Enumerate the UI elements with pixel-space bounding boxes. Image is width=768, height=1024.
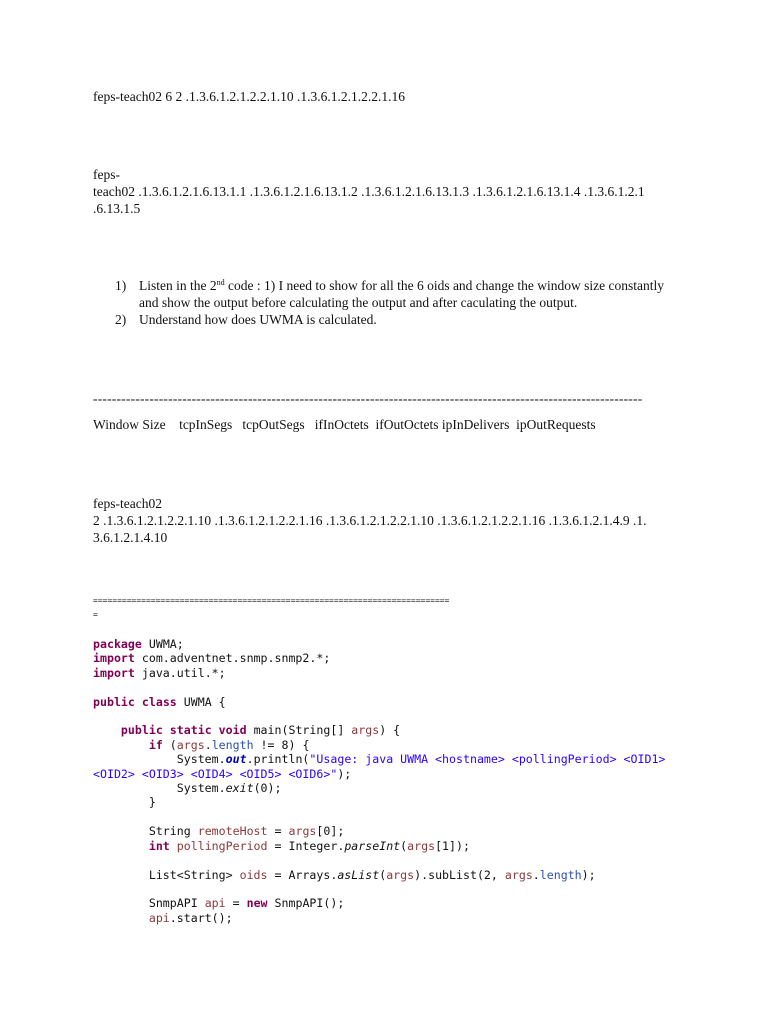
code-text: }	[148, 795, 156, 810]
code-text: (	[162, 737, 177, 752]
equals-separator-end: =	[93, 610, 98, 619]
static-method: exit	[225, 781, 254, 796]
keyword: class	[141, 694, 177, 709]
keyword: package	[93, 637, 142, 651]
code-text: List<String>	[148, 867, 240, 882]
code-text: java.util.*;	[134, 665, 226, 680]
keyword: static	[169, 723, 212, 738]
code-text: .start();	[169, 910, 233, 925]
code-text: (0);	[253, 781, 282, 796]
keyword: void	[218, 723, 247, 738]
list-item-number: 2)	[115, 312, 127, 327]
code-text: [1]);	[435, 838, 470, 853]
field: length	[539, 867, 582, 882]
static-field: out	[225, 752, 247, 767]
task-list	[115, 277, 685, 328]
variable: args	[288, 824, 317, 839]
string-literal: "Usage: java UWMA <hostname> <pollingPeriod> <OID1>	[309, 752, 666, 767]
code-text: (	[400, 838, 408, 853]
keyword: new	[246, 896, 268, 911]
code-text: != 8) {	[253, 737, 310, 752]
field: length	[211, 737, 254, 752]
code-text: ) {	[379, 723, 401, 738]
code-text: =	[267, 824, 289, 839]
code-text: [0];	[316, 824, 345, 839]
code-text: .	[532, 867, 540, 882]
column-header-row: Window Size tcpInSegs tcpOutSegs ifInOctets ifOutOctets ipInDelivers ipOutRequests	[93, 417, 596, 432]
code-text: .	[204, 737, 212, 752]
variable: api	[204, 896, 226, 911]
code-text: );	[581, 867, 596, 882]
variable: args	[504, 867, 533, 882]
keyword: if	[148, 737, 163, 752]
command-line-2-end: .6.13.1.5	[93, 201, 141, 216]
keyword: public	[93, 694, 135, 709]
command-line-2-start: feps-	[93, 167, 120, 182]
list-item-text: Understand how does UWMA is calculated.	[139, 312, 377, 327]
variable: args	[351, 723, 380, 738]
variable: oids	[239, 867, 268, 882]
variable: args	[386, 867, 415, 882]
static-method: asList	[337, 867, 380, 882]
code-text: String	[148, 824, 198, 839]
command-line-1: feps-teach02 6 2 .1.3.6.1.2.1.2.2.1.10 .1.3.6.1.2.1.2.2.1.16	[93, 89, 405, 104]
code-text: SnmpAPI	[148, 896, 205, 911]
static-method: parseInt	[344, 838, 401, 853]
code-text: =	[225, 896, 247, 911]
command-line-3-end: 3.6.1.2.1.4.10	[93, 530, 168, 545]
keyword: import	[93, 665, 135, 680]
code-text: UWMA;	[141, 637, 184, 651]
list-item-text-start: Listen in the 2	[139, 278, 217, 293]
code-text: = Arrays.	[267, 867, 338, 882]
list-item-text-rest: code : 1) I need to show for all the 6 oids and change the window size constantly and show the output before calculating the output and after caculating the output.	[139, 278, 665, 310]
command-line-3-oids: 2 .1.3.6.1.2.1.2.2.1.10 .1.3.6.1.2.1.2.2.1.16 .1.3.6.1.2.1.2.2.1.10 .1.3.6.1.2.1.2.2.1.16 .1.3.6.1.2.1.4.9 .1.	[93, 513, 647, 528]
code-text: );	[337, 766, 352, 781]
string-literal: <OID2> <OID3> <OID4> <OID5> <OID6>"	[93, 766, 338, 781]
variable: api	[148, 910, 170, 925]
code-text: SnmpAPI();	[267, 896, 345, 911]
command-line-3-start: feps-teach02	[93, 496, 162, 511]
variable: pollingPeriod	[176, 838, 268, 853]
command-line-2-oids: teach02 .1.3.6.1.2.1.6.13.1.1 .1.3.6.1.2.1.6.13.1.2 .1.3.6.1.2.1.6.13.1.3 .1.3.6.1.2.1.6.13.1.4 .1.3.6.1.2.1	[93, 184, 645, 199]
code-text: (	[379, 867, 387, 882]
keyword: public	[120, 723, 163, 738]
code-text: ).subList(2,	[414, 867, 505, 882]
variable: args	[407, 838, 436, 853]
code-text: UWMA {	[176, 694, 226, 709]
code-text: main(String[]	[246, 723, 352, 738]
keyword: import	[93, 651, 135, 666]
equals-separator: ==========================================================================	[93, 596, 450, 605]
code-text: System.	[176, 781, 226, 796]
code-text: System.	[176, 752, 226, 767]
code-text: .println(	[246, 752, 310, 767]
ordinal-suffix: nd	[216, 278, 225, 287]
variable: args	[176, 737, 205, 752]
list-item	[115, 311, 685, 328]
code-text: = Integer.	[267, 838, 345, 853]
list-item	[115, 277, 685, 311]
variable: remoteHost	[197, 824, 268, 839]
keyword: int	[148, 838, 170, 853]
code-text: com.adventnet.snmp.snmp2.*;	[134, 651, 331, 666]
dash-separator: ---------------------------------------------------------------------------------------------------------------------	[93, 391, 643, 406]
list-item-number: 1)	[115, 278, 127, 293]
java-code-block	[93, 637, 693, 925]
